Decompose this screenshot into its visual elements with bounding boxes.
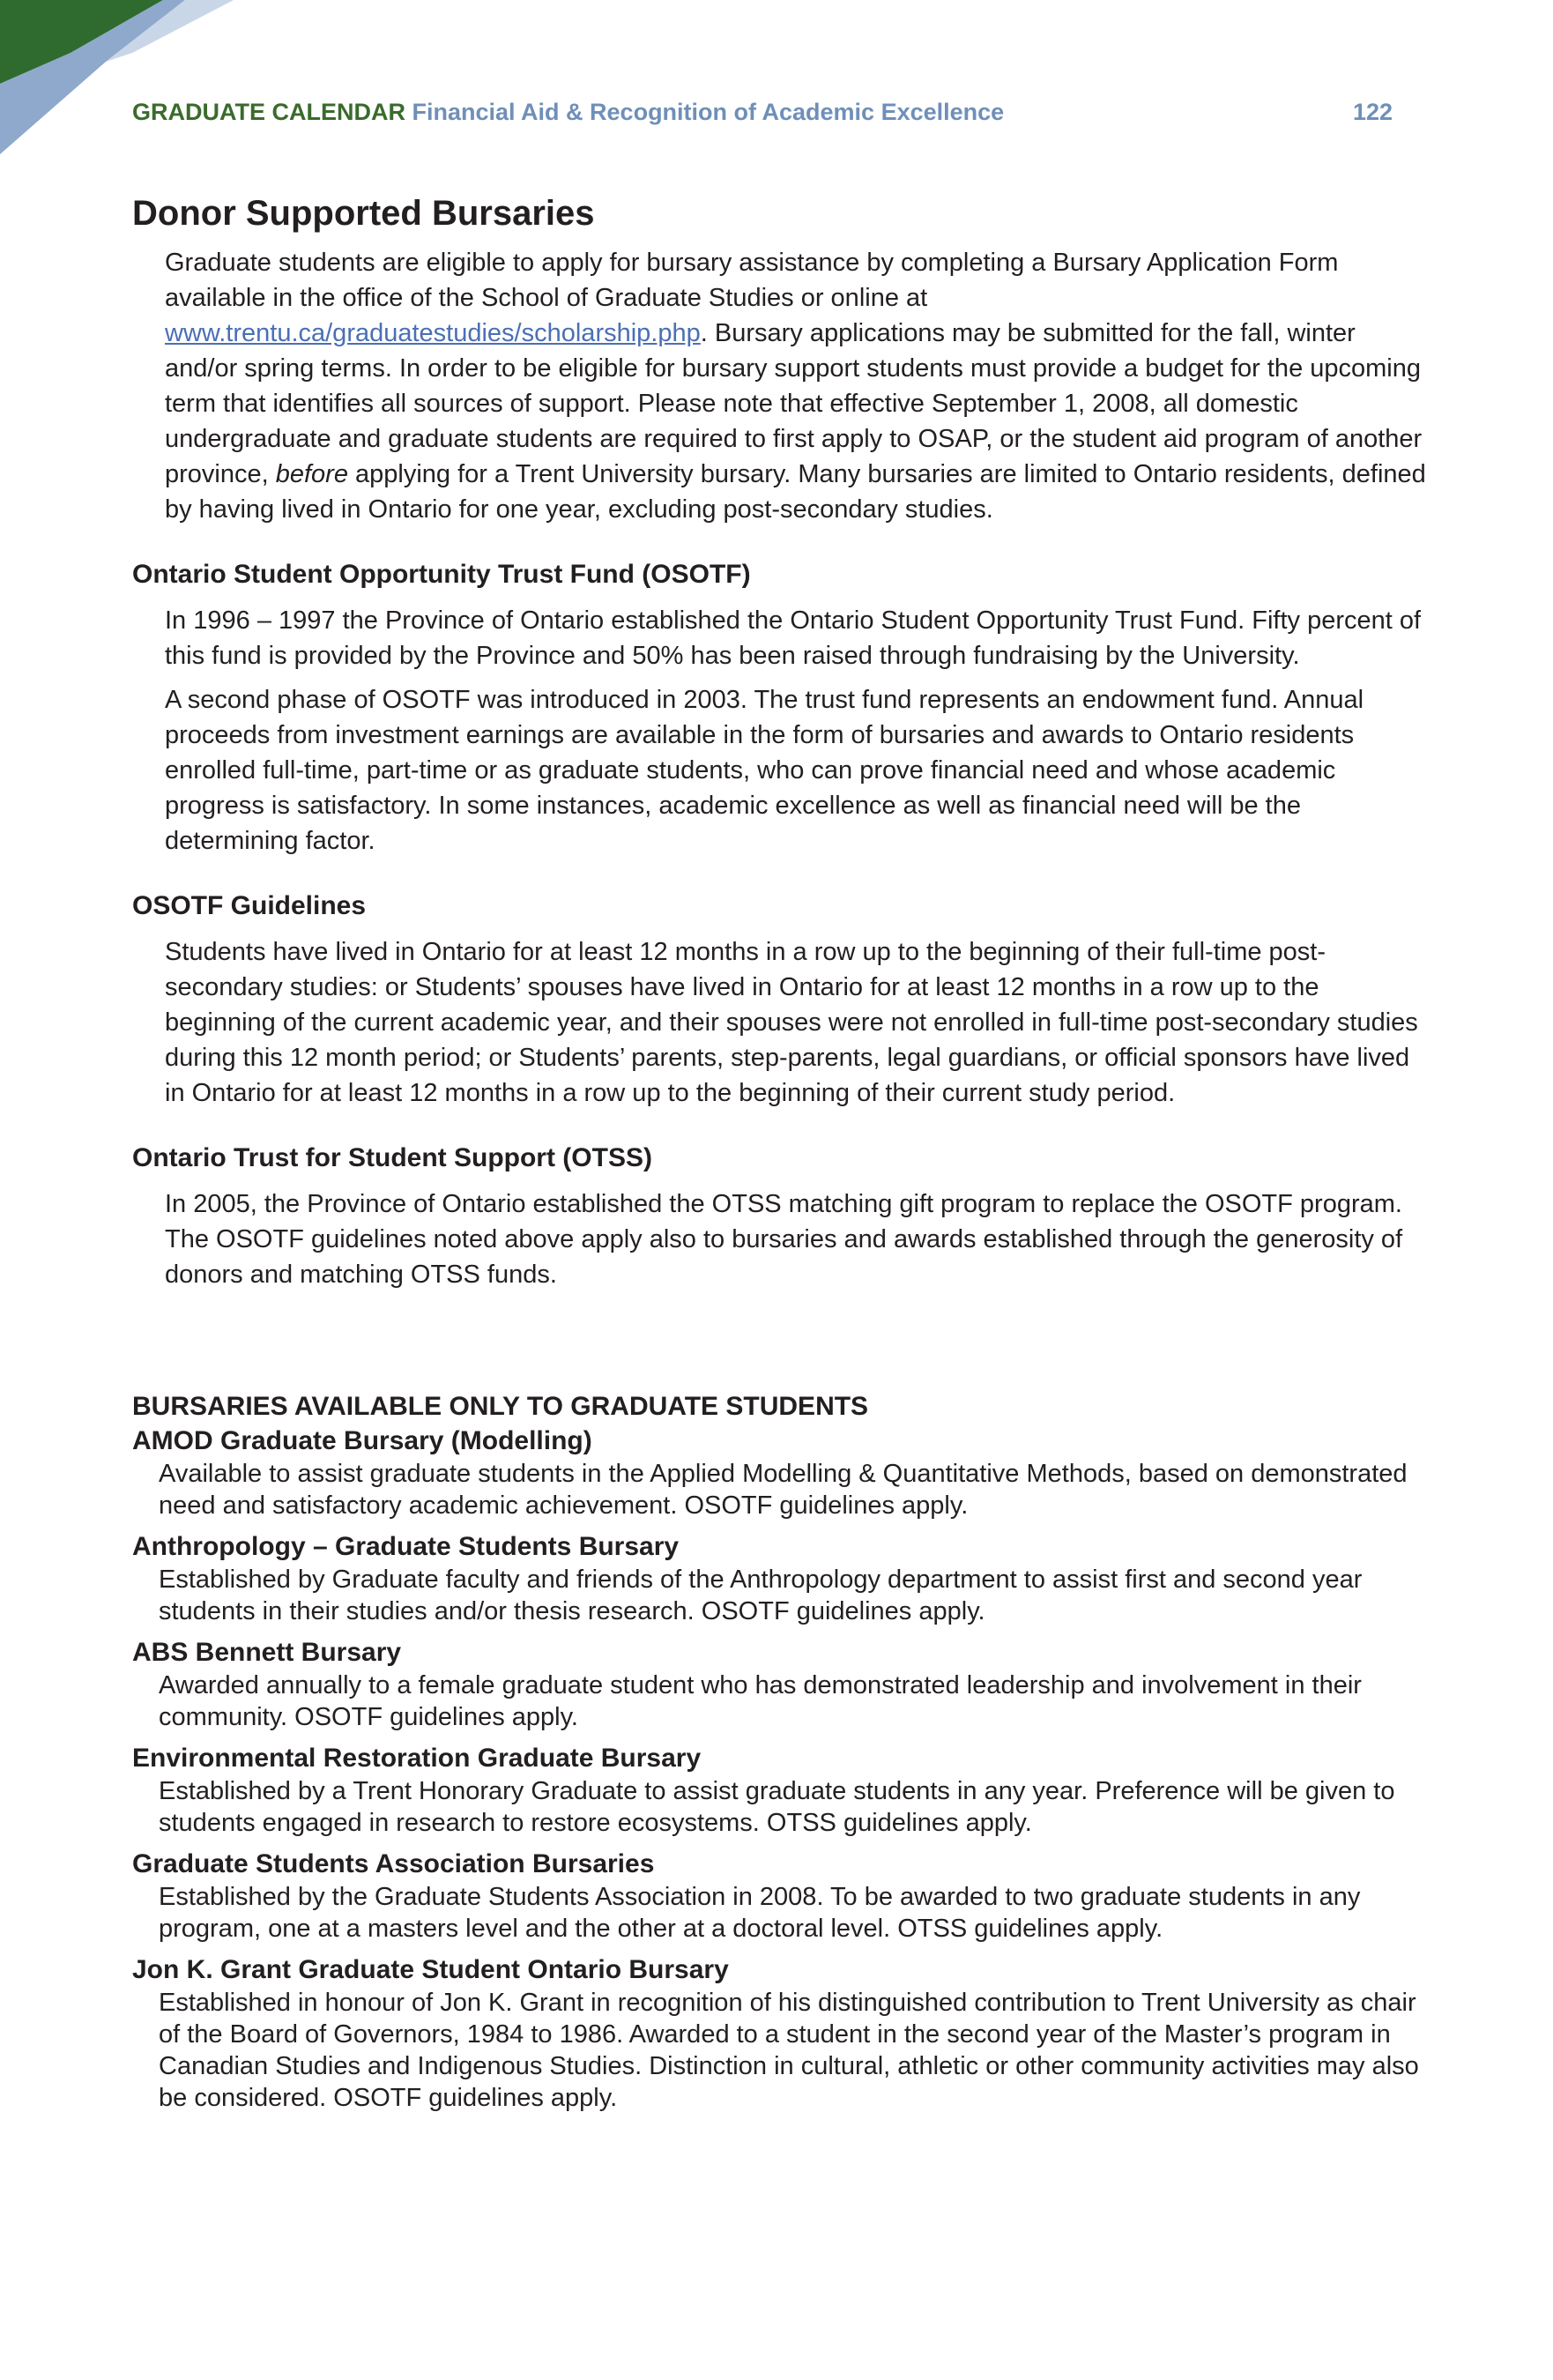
spacer [132,1322,1428,1389]
otss-paragraph: In 2005, the Province of Ontario established the OTSS matching gift program to replace the OSOTF program. The OSOTF guidelines noted above apply also to bursaries and awards established through the generosity of donors and matching OTSS funds. [165,1190,1403,1289]
main-content [132,192,1428,2123]
donor-text-3: applying for a Trent University bursary. Many bursaries are limited to Ontario residents, defined by having lived in Ontario for one year, excluding post-secondary studies. [165,460,1426,524]
guidelines-paragraph: Students have lived in Ontario for at least 12 months in a row up to the beginning of their full-time post-secondary studies: or Students’ spouses have lived in Ontario for at least 12 months in a row up to the beginning of the current academic year, and their spouses were not enrolled in full-time post-secondary studies during this 12 month period; or Students’ parents, step-parents, legal guardians, or official sponsors have lived in Ontario for at least 12 months in a row up to the beginning of their current study period. [165,938,1418,1107]
page-header [132,99,1393,126]
bursary-item [132,1953,1428,2114]
bursary-item [132,1848,1428,1945]
bursary-title: AMOD Graduate Bursary (Modelling) [132,1426,592,1455]
donor-title: Donor Supported Bursaries [132,194,595,233]
bursary-item [132,1530,1428,1627]
bursary-description: Established by a Trent Honorary Graduate to assist graduate students in any year. Preference will be given to students engaged in research to restore ecosystems. OTSS guidelines apply. [159,1777,1395,1837]
donor-text-2: . Bursary applications may be submitted for the fall, winter and/or spring terms. In order to be eligible for bursary support students must provide a budget for the upcoming term that identifies all sources of support. Please note that effective September 1, 2008, all domestic undergraduate and graduate students are required to first apply to OSAP, or the student aid program of another province, [165,319,1423,488]
bursary-item [132,1424,1428,1521]
otss-section [132,1141,1428,1292]
bursary-description: Established in honour of Jon K. Grant in recognition of his distinguished contribution to Trent University as chair of the Board of Governors, 1984 to 1986. Awarded to a student in the second year of the Master’s program in Canadian Studies and Indigenous Studies. Distinction in cultural, athletic or other community activities may also be considered. OSOTF guidelines apply. [159,1989,1419,2112]
bursary-item [132,1742,1428,1839]
bursary-description: Awarded annually to a female graduate student who has demonstrated leadership and involvement in their community. OSOTF guidelines apply. [159,1671,1362,1731]
section-label: Financial Aid & Recognition of Academic Excellence [412,99,1005,125]
donor-text-1: Graduate students are eligible to apply for bursary assistance by completing a Bursary Application Form available in the office of the School of Graduate Studies or online at [165,249,1339,312]
osotf-section [132,557,1428,859]
bursaries-section [132,1389,1428,2114]
bursary-description: Established by the Graduate Students Association in 2008. To be awarded to two graduate students in any program, one at a masters level and the other at a doctoral level. OTSS guidelines apply. [159,1883,1361,1943]
donor-section [132,192,1428,527]
donor-italic: before [275,460,348,488]
osotf-title: Ontario Student Opportunity Trust Fund (OSOTF) [132,560,751,589]
bursary-item [132,1636,1428,1733]
bursary-description: Available to assist graduate students in the Applied Modelling & Quantitative Methods, based on demonstrated need and satisfactory academic achievement. OSOTF guidelines apply. [159,1460,1408,1520]
bursary-title: Anthropology – Graduate Students Bursary [132,1532,680,1561]
corner-decoration [0,0,264,176]
bursary-title: Jon K. Grant Graduate Student Ontario Bursary [132,1955,729,1984]
calendar-label: GRADUATE CALENDAR [132,99,405,125]
bursary-description: Established by Graduate faculty and friends of the Anthropology department to assist first and second year students in their studies and/or thesis research. OSOTF guidelines apply. [159,1566,1363,1625]
guidelines-title: OSOTF Guidelines [132,891,367,920]
page-number: 122 [1352,99,1393,125]
guidelines-section [132,889,1428,1111]
bursary-title: Graduate Students Association Bursaries [132,1849,655,1878]
osotf-paragraph-1: In 1996 – 1997 the Province of Ontario established the Ontario Student Opportunity Trust Fund. Fifty percent of this fund is provided by the Province and 50% has been raised through fundraising by the University. [165,606,1422,670]
bursaries-heading: BURSARIES AVAILABLE ONLY TO GRADUATE STUDENTS [132,1392,869,1421]
bursary-title: ABS Bennett Bursary [132,1638,402,1667]
donor-paragraph [132,245,1428,527]
bursary-title: Environmental Restoration Graduate Bursary [132,1744,702,1773]
osotf-paragraph-2: A second phase of OSOTF was introduced in 2003. The trust fund represents an endowment fund. Annual proceeds from investment earnings are available in the form of bursaries and awards to Ontario residents enrolled full-time, part-time or as graduate students, who can prove financial need and whose academic progress is satisfactory. In some instances, academic excellence as well as financial need will be the determining factor. [165,686,1364,855]
scholarship-link[interactable]: www.trentu.ca/graduatestudies/scholarship.php [165,319,701,347]
otss-title: Ontario Trust for Student Support (OTSS) [132,1143,652,1172]
